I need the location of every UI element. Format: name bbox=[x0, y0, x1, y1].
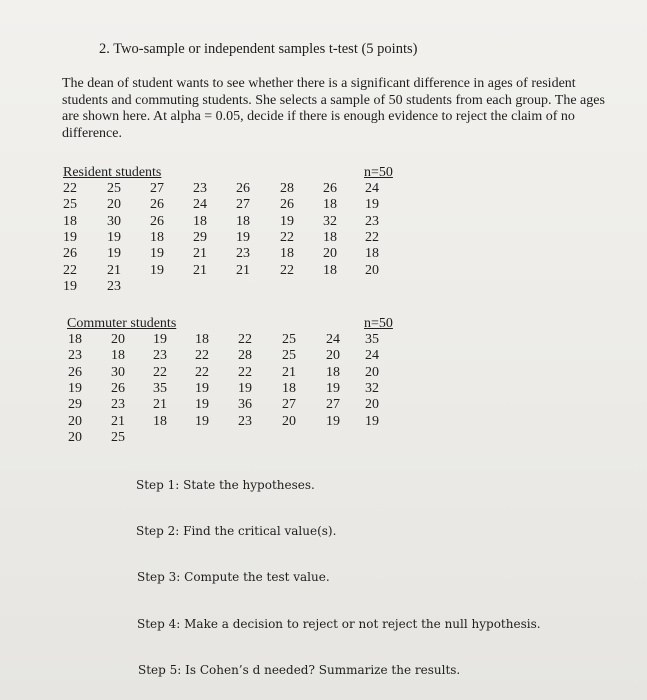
age-cell: 26 bbox=[280, 197, 294, 213]
age-cell: 20 bbox=[111, 332, 125, 347]
age-cell: 19 bbox=[280, 213, 294, 229]
age-cell: 27 bbox=[282, 397, 296, 413]
age-cell: 20 bbox=[68, 413, 82, 429]
age-cell: 22 bbox=[280, 229, 294, 245]
age-cell: 21 bbox=[111, 413, 125, 429]
step-4: Step 4: Make a decision to reject or not reject the null hypothesis. bbox=[137, 617, 541, 631]
age-cell: 19 bbox=[365, 197, 379, 213]
age-cell: 27 bbox=[236, 197, 250, 213]
resident-table-label: Resident students bbox=[63, 165, 162, 180]
commuter-n-label: n=50 bbox=[364, 316, 393, 331]
age-cell: 21 bbox=[193, 246, 207, 262]
age-cell: 28 bbox=[238, 348, 252, 364]
age-cell: 18 bbox=[326, 364, 340, 380]
age-cell: 19 bbox=[153, 332, 167, 347]
age-cell: 20 bbox=[365, 397, 379, 413]
age-cell: 23 bbox=[153, 348, 167, 364]
age-cell: 23 bbox=[107, 278, 121, 294]
age-cell: 29 bbox=[68, 397, 82, 413]
step-2: Step 2: Find the critical value(s). bbox=[136, 524, 337, 538]
age-cell: 18 bbox=[153, 413, 167, 429]
age-cell: 18 bbox=[236, 213, 250, 229]
age-cell: 22 bbox=[195, 348, 209, 364]
age-cell: 36 bbox=[238, 397, 252, 413]
paragraph-line: students and commuting students. She selects a sample of 50 students from each group. The ages bbox=[62, 92, 605, 108]
age-cell: 23 bbox=[365, 213, 379, 229]
age-cell: 22 bbox=[63, 181, 77, 196]
age-cell: 19 bbox=[326, 413, 340, 429]
age-cell: 22 bbox=[195, 364, 209, 380]
age-cell: 19 bbox=[107, 229, 121, 245]
age-cell: 18 bbox=[195, 332, 209, 347]
age-cell: 25 bbox=[111, 429, 125, 445]
age-cell: 20 bbox=[365, 364, 379, 380]
age-cell: 19 bbox=[68, 380, 82, 396]
age-cell: 27 bbox=[150, 181, 164, 196]
age-cell: 25 bbox=[107, 181, 121, 196]
age-cell: 19 bbox=[150, 246, 164, 262]
age-cell: 19 bbox=[236, 229, 250, 245]
age-cell: 26 bbox=[68, 364, 82, 380]
age-cell: 20 bbox=[323, 246, 337, 262]
age-cell: 22 bbox=[280, 262, 294, 278]
age-cell: 21 bbox=[193, 262, 207, 278]
age-cell: 19 bbox=[365, 413, 379, 429]
age-cell: 20 bbox=[326, 348, 340, 364]
step-1: Step 1: State the hypotheses. bbox=[136, 478, 315, 492]
paragraph-line: The dean of student wants to see whether there is a significant difference in ages of resident bbox=[62, 76, 576, 91]
age-cell: 20 bbox=[282, 413, 296, 429]
age-cell: 23 bbox=[238, 413, 252, 429]
age-cell: 19 bbox=[107, 246, 121, 262]
age-cell: 25 bbox=[282, 348, 296, 364]
age-cell: 32 bbox=[365, 380, 379, 396]
age-cell: 24 bbox=[326, 332, 340, 347]
commuter-table-label: Commuter students bbox=[67, 316, 177, 331]
age-cell: 28 bbox=[280, 181, 294, 196]
age-cell: 18 bbox=[280, 246, 294, 262]
age-cell: 18 bbox=[150, 229, 164, 245]
age-cell: 18 bbox=[323, 197, 337, 213]
age-cell: 26 bbox=[150, 213, 164, 229]
paragraph-line: are shown here. At alpha = 0.05, decide if there is enough evidence to reject the claim of no bbox=[62, 109, 575, 124]
age-cell: 21 bbox=[236, 262, 250, 278]
step-3: Step 3: Compute the test value. bbox=[137, 570, 330, 584]
age-cell: 23 bbox=[68, 348, 82, 364]
age-cell: 30 bbox=[111, 364, 125, 380]
age-cell: 29 bbox=[193, 229, 207, 245]
age-cell: 26 bbox=[63, 246, 77, 262]
age-cell: 19 bbox=[238, 380, 252, 396]
age-cell: 35 bbox=[153, 380, 167, 396]
age-cell: 18 bbox=[282, 380, 296, 396]
age-cell: 20 bbox=[107, 197, 121, 213]
age-cell: 25 bbox=[63, 197, 77, 213]
age-cell: 18 bbox=[323, 229, 337, 245]
age-cell: 32 bbox=[323, 213, 337, 229]
resident-n-label: n=50 bbox=[364, 165, 393, 180]
age-cell: 18 bbox=[63, 213, 77, 229]
age-cell: 23 bbox=[236, 246, 250, 262]
age-cell: 23 bbox=[193, 181, 207, 196]
paragraph-line: difference. bbox=[62, 125, 122, 141]
step-5: Step 5: Is Cohen’s d needed? Summarize the results. bbox=[138, 663, 461, 677]
age-cell: 21 bbox=[107, 262, 121, 278]
age-cell: 22 bbox=[238, 364, 252, 380]
age-cell: 26 bbox=[111, 380, 125, 396]
age-cell: 19 bbox=[63, 229, 77, 245]
question-paragraph bbox=[62, 76, 607, 142]
age-cell: 22 bbox=[238, 332, 252, 347]
age-cell: 25 bbox=[282, 332, 296, 347]
age-cell: 26 bbox=[323, 181, 337, 196]
age-cell: 26 bbox=[150, 197, 164, 213]
age-cell: 21 bbox=[153, 397, 167, 413]
age-cell: 21 bbox=[282, 364, 296, 380]
age-cell: 19 bbox=[63, 278, 77, 294]
age-cell: 18 bbox=[68, 332, 82, 347]
question-heading: 2. Two-sample or independent samples t-test (5 points) bbox=[99, 41, 418, 57]
age-cell: 27 bbox=[326, 397, 340, 413]
age-cell: 24 bbox=[365, 181, 379, 196]
age-cell: 19 bbox=[195, 380, 209, 396]
age-cell: 19 bbox=[326, 380, 340, 396]
age-cell: 19 bbox=[195, 413, 209, 429]
age-cell: 19 bbox=[150, 262, 164, 278]
age-cell: 20 bbox=[68, 429, 82, 445]
age-cell: 26 bbox=[236, 181, 250, 196]
age-cell: 19 bbox=[195, 397, 209, 413]
age-cell: 18 bbox=[365, 246, 379, 262]
age-cell: 22 bbox=[365, 229, 379, 245]
age-cell: 22 bbox=[153, 364, 167, 380]
age-cell: 30 bbox=[107, 213, 121, 229]
age-cell: 24 bbox=[193, 197, 207, 213]
age-cell: 18 bbox=[323, 262, 337, 278]
age-cell: 22 bbox=[63, 262, 77, 278]
age-cell: 18 bbox=[193, 213, 207, 229]
age-cell: 20 bbox=[365, 262, 379, 278]
age-cell: 23 bbox=[111, 397, 125, 413]
age-cell: 35 bbox=[365, 332, 379, 347]
age-cell: 18 bbox=[111, 348, 125, 364]
age-cell: 24 bbox=[365, 348, 379, 364]
